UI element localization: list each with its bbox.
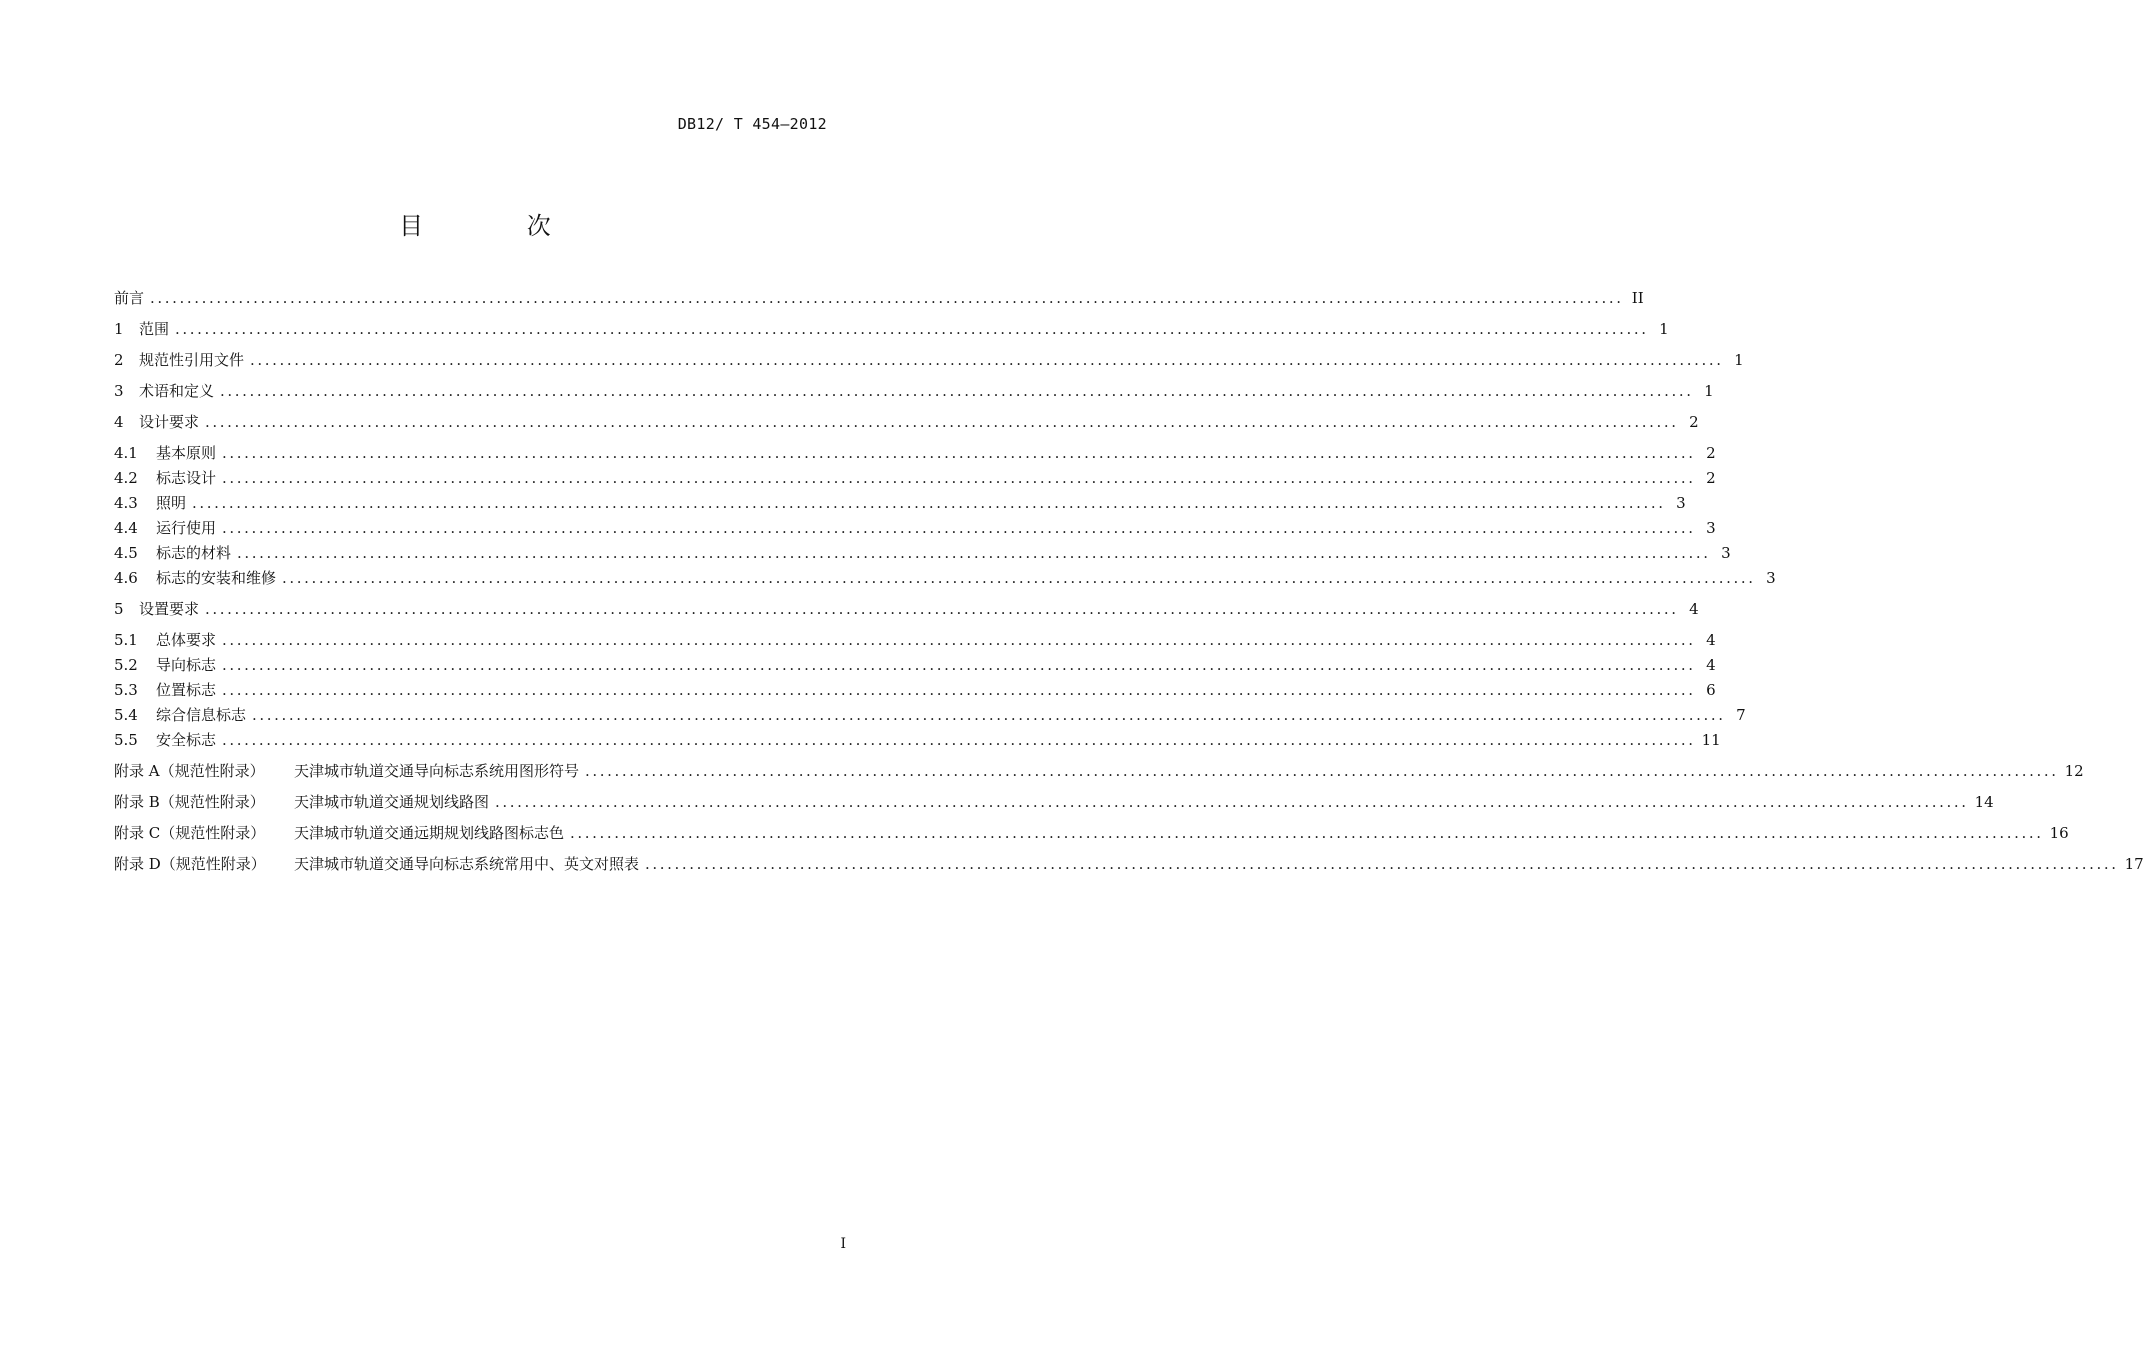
toc-entry-number: 附录 C（规范性附录） xyxy=(114,824,266,842)
toc-entry-title: 前言 xyxy=(114,289,145,307)
toc-entry-title: 标志的材料 xyxy=(156,544,232,562)
toc-leader-dots: ........................................................................................................................................................................................................ xyxy=(222,631,1696,649)
toc-entry-number: 5.2 xyxy=(114,656,138,674)
toc-entry-page: 1 xyxy=(1704,382,1714,400)
toc-entry-number: 4.5 xyxy=(114,544,138,562)
toc-entry-title: 天津城市轨道交通导向标志系统常用中、英文对照表 xyxy=(294,855,640,873)
toc-entry-number: 4.6 xyxy=(114,569,138,587)
toc-entry-title: 术语和定义 xyxy=(139,382,215,400)
toc-entry-title: 导向标志 xyxy=(156,656,217,674)
toc-entry-number: 4.2 xyxy=(114,469,138,487)
toc-entry-page: 3 xyxy=(1766,569,1776,587)
toc-leader-dots: ........................................................................................................................................................................................................ xyxy=(175,320,1649,338)
toc-entry[interactable] xyxy=(114,598,1699,620)
toc-entry-page: 4 xyxy=(1689,600,1699,618)
toc-entry-number: 4 xyxy=(114,413,124,431)
toc-entry[interactable] xyxy=(114,287,1644,309)
toc-entry-number: 4.4 xyxy=(114,519,138,537)
toc-entry-page: 2 xyxy=(1706,444,1716,462)
toc-entry-page: 2 xyxy=(1689,413,1699,431)
toc-entry[interactable] xyxy=(114,679,1716,701)
toc-entry-page: 14 xyxy=(1974,793,1994,811)
toc-entry[interactable] xyxy=(114,380,1714,402)
toc-entry-page: 3 xyxy=(1676,494,1686,512)
toc-entry[interactable] xyxy=(114,349,1744,371)
toc-entry[interactable] xyxy=(114,791,1994,813)
toc-entry-title: 设置要求 xyxy=(139,600,200,618)
toc-entry-title: 照明 xyxy=(156,494,187,512)
toc-entry[interactable] xyxy=(114,467,1716,489)
toc-leader-dots: ........................................................................................................................................................................................................ xyxy=(645,855,2119,873)
toc-entry-number: 2 xyxy=(114,351,124,369)
toc-entry[interactable] xyxy=(114,822,2069,844)
toc-entry-number: 1 xyxy=(114,320,124,338)
toc-entry[interactable] xyxy=(114,318,1669,340)
toc-entry-page: 4 xyxy=(1706,656,1716,674)
page-number: I xyxy=(840,1236,846,1252)
toc-entry-page: 3 xyxy=(1706,519,1716,537)
toc-entry[interactable] xyxy=(114,729,1721,751)
toc-entry[interactable] xyxy=(114,442,1716,464)
toc-entry-page: 7 xyxy=(1736,706,1746,724)
toc-leader-dots: ........................................................................................................................................................................................................ xyxy=(222,731,1696,749)
toc-entry-title: 标志设计 xyxy=(156,469,217,487)
toc-entry-title: 标志的安装和维修 xyxy=(156,569,277,587)
toc-leader-dots: ........................................................................................................................................................................................................ xyxy=(222,656,1696,674)
toc-entry-page: 4 xyxy=(1706,631,1716,649)
toc-entry[interactable] xyxy=(114,517,1716,539)
toc-entry-title: 设计要求 xyxy=(139,413,200,431)
toc-entry-number: 4.1 xyxy=(114,444,138,462)
toc-entry-title: 运行使用 xyxy=(156,519,217,537)
toc-entry-number: 5.1 xyxy=(114,631,138,649)
standard-code: DB12/ T 454—2012 xyxy=(677,115,827,133)
toc-leader-dots: ........................................................................................................................................................................................................ xyxy=(205,600,1679,618)
toc-entry[interactable] xyxy=(114,542,1731,564)
toc-entry-number: 5.4 xyxy=(114,706,138,724)
toc-leader-dots: ........................................................................................................................................................................................................ xyxy=(250,351,1724,369)
toc-leader-dots: ........................................................................................................................................................................................................ xyxy=(585,762,2059,780)
toc-entry-title: 安全标志 xyxy=(156,731,217,749)
toc-entry-number: 附录 D（规范性附录） xyxy=(114,855,266,873)
toc-entry-page: 1 xyxy=(1734,351,1744,369)
toc-entry[interactable] xyxy=(114,704,1746,726)
toc-leader-dots: ........................................................................................................................................................................................................ xyxy=(222,519,1696,537)
toc-entry-page: 16 xyxy=(2049,824,2069,842)
toc-entry-number: 附录 A（规范性附录） xyxy=(114,762,265,780)
toc-entry-page: 3 xyxy=(1721,544,1731,562)
toc-entry-title: 规范性引用文件 xyxy=(139,351,245,369)
toc-entry-number: 4.3 xyxy=(114,494,138,512)
toc-entry-title: 综合信息标志 xyxy=(156,706,247,724)
toc-leader-dots: ........................................................................................................................................................................................................ xyxy=(252,706,1726,724)
toc-leader-dots: ........................................................................................................................................................................................................ xyxy=(192,494,1666,512)
toc-entry-page: 1 xyxy=(1659,320,1669,338)
toc-entry-page: 6 xyxy=(1706,681,1716,699)
toc-entry[interactable] xyxy=(114,492,1686,514)
toc-entry-title: 天津城市轨道交通导向标志系统用图形符号 xyxy=(294,762,580,780)
toc-entry-title: 位置标志 xyxy=(156,681,217,699)
toc-entry-number: 5.3 xyxy=(114,681,138,699)
toc-entry-page: 11 xyxy=(1701,731,1721,749)
toc-leader-dots: ........................................................................................................................................................................................................ xyxy=(222,681,1696,699)
page-title: 目 次 xyxy=(399,212,599,240)
toc-entry[interactable] xyxy=(114,629,1716,651)
toc-leader-dots: ........................................................................................................................................................................................................ xyxy=(205,413,1679,431)
toc-entry[interactable] xyxy=(114,654,1716,676)
toc-entry-number: 3 xyxy=(114,382,124,400)
toc-leader-dots: ........................................................................................................................................................................................................ xyxy=(282,569,1756,587)
toc-entry[interactable] xyxy=(114,853,2144,875)
toc-entry-number: 5.5 xyxy=(114,731,138,749)
toc-entry-title: 范围 xyxy=(139,320,170,338)
toc-entry[interactable] xyxy=(114,760,2084,782)
toc-entry-number: 5 xyxy=(114,600,124,618)
toc-leader-dots: ........................................................................................................................................................................................................ xyxy=(222,469,1696,487)
toc-leader-dots: ........................................................................................................................................................................................................ xyxy=(222,444,1696,462)
toc-entry[interactable] xyxy=(114,567,1776,589)
toc-entry-title: 基本原则 xyxy=(156,444,217,462)
toc-entry-title: 天津城市轨道交通规划线路图 xyxy=(294,793,490,811)
toc-entry-page: 2 xyxy=(1706,469,1716,487)
toc-entry-page: II xyxy=(1631,289,1644,307)
toc-entry-title: 总体要求 xyxy=(156,631,217,649)
toc-entry-page: 17 xyxy=(2124,855,2144,873)
toc-leader-dots: ........................................................................................................................................................................................................ xyxy=(495,793,1969,811)
toc-entry-number: 附录 B（规范性附录） xyxy=(114,793,265,811)
toc-leader-dots: ........................................................................................................................................................................................................ xyxy=(220,382,1694,400)
toc-entry-page: 12 xyxy=(2064,762,2084,780)
toc-leader-dots: ........................................................................................................................................................................................................ xyxy=(237,544,1711,562)
toc-leader-dots: ........................................................................................................................................................................................................ xyxy=(150,289,1624,307)
toc-entry[interactable] xyxy=(114,411,1699,433)
toc-entry-title: 天津城市轨道交通远期规划线路图标志色 xyxy=(294,824,565,842)
toc-leader-dots: ........................................................................................................................................................................................................ xyxy=(570,824,2044,842)
